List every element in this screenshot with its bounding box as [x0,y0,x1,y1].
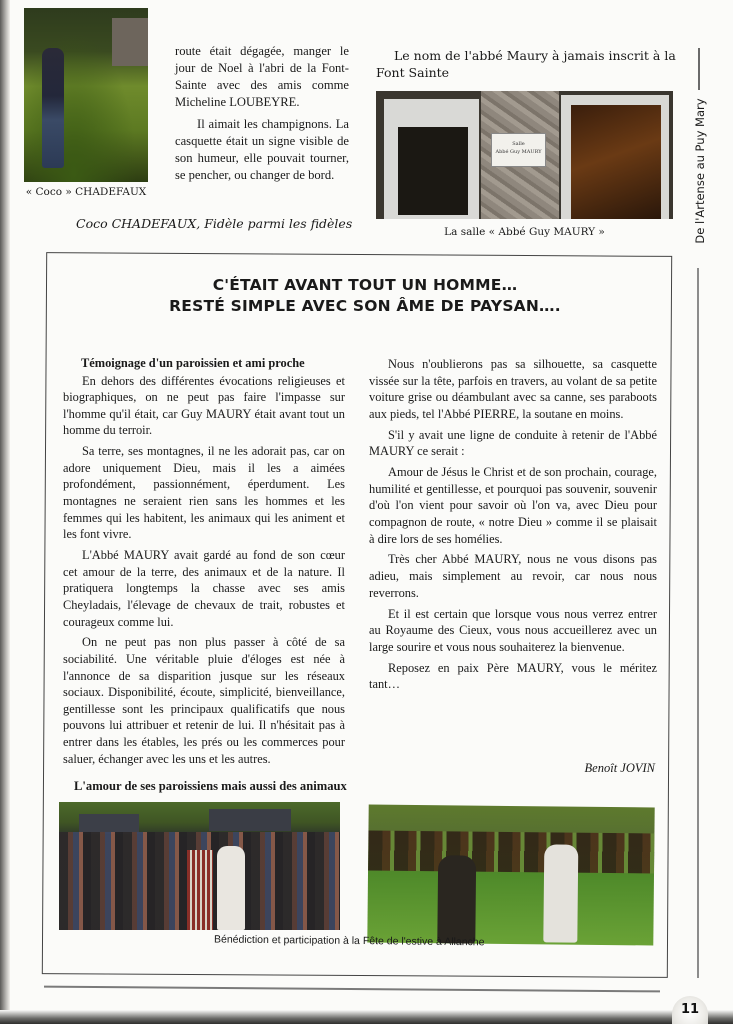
photo-coco-chadefaux [24,8,148,182]
photo-cattle [368,831,654,874]
paragraph: Sa terre, ses montagnes, il ne les adorait pas, car on adore uniquement Dieu, mais il les a aimées profondément, passionnément, éperdument. Les montagnes ne seraient rien sans les hommes et les femmes qui les habitent, les animaux qui les animent et les font vivre. [63,444,345,542]
side-rule-top [698,48,700,90]
article-column-left [63,355,345,771]
paragraph: On ne peut pas non plus passer à côté de sa sociabilité. Une véritable pluie d'éloges est née à l'annonce de sa disparition jusque sur les réseaux sociaux. Disponibilité, écoute, simplicité, bienveillance, gentillesse sont les principaux qualificatifs que nous pouvons lui attribuer et retenir de lui. Il n'hésitait pas à entrer dans les étables, les prés ou les commerces pour saluer, échanger avec les uns et les autres. [63,635,345,766]
signature-coco: Coco CHADEFAUX, Fidèle parmi les fidèles [76,216,353,231]
paragraph: Très cher Abbé MAURY, nous ne vous disons pas adieu, mais simplement au revoir, car nous nous reverrons. [369,552,657,600]
photo-door-left [384,99,479,219]
photo-roof [79,814,139,834]
section-heading-animals: L'amour de ses paroissiens mais aussi des animaux [74,779,347,793]
photo-man [437,855,476,943]
page-number: 11 [680,1002,700,1017]
photo-man-plaid-shirt [187,850,213,930]
paragraph: Et il est certain que lorsque vous nous verrez entrer au Royaume des Cieux, vous nous accueillerez avec un large sourire et vous nous souhaiterez la bienvenue. [369,606,657,654]
page-edge-bottom [0,1010,733,1024]
article-subheading: Témoignage d'un paroissien et ami proche [81,356,305,370]
paragraph: Il aimait les champignons. La casquette était un signe visible de son humeur, elle pouvait tourner, se pencher, ou changer de bord. [175,117,349,182]
photo-person-shape [42,48,64,168]
paragraph: Nous n'oublierons pas sa silhouette, sa casquette vissée sur la tête, parfois en travers, au volant de sa petite voiture grise ou déambulant avec sa canne, ses paraboots aux pieds, tel l'Abbé PIERRE, la soutane en moins. [369,357,657,421]
photos-caption: Bénédiction et participation à la Fête de l'estive à Allanche [213,933,485,949]
photo-caption-coco: « Coco » CHADEFAUX [25,186,147,198]
paragraph: Amour de Jésus le Christ et de son prochain, courage, humilité et gentillesse, et pourquoi pas souvenir, souvenir d'où l'on vient pour savoir où l'on va, avec Dieu pour compagnon de route, « notre Dieu » comme il se plaisait à dire lors de ses homélies. [369,465,657,546]
paragraph: route était dégagée, manger le jour de Noel à l'abri de la Font-Sainte avec des amis comme Micheline LOUBEYRE. [175,44,349,109]
photo-field-cattle-blessing [367,805,654,946]
title-line: C'ÉTAIT AVANT TOUT UN HOMME… [212,276,518,294]
photo-roof [209,809,291,831]
photo-priest [543,844,578,942]
photo-crowd-blessing [59,802,340,930]
paragraph: En dehors des différentes évocations religieuses et biographiques, on ne peut pas faire l'impasse sur l'homme qu'il était, car Guy MAURY était avant tout un homme du terroir. [63,373,345,438]
photo-door-right [561,95,669,219]
title-line: RESTÉ SIMPLE AVEC SON ÂME DE PAYSAN…. [169,297,561,315]
paragraph: S'il y avait une ligne de conduite à retenir de l'Abbé MAURY ce serait : [369,427,657,459]
article-title [60,275,670,317]
intro-font-sainte: Le nom de l'abbé Maury à jamais inscrit à la Font Sainte [376,48,676,80]
paragraph: Reposez en paix Père MAURY, vous le méritez tant… [369,660,657,692]
paragraph: L'Abbé MAURY avait gardé au fond de son cœur cet amour de la terre, des animaux et de la nature. Il pratiquera longtemps la chasse avec ses amis Cheyladais, l'élevage de chevaux de trait, robustes et courageux comme lui. [63,548,345,629]
top-left-text [175,43,349,189]
photo-church-shape [112,18,148,66]
page-edge-shadow [0,0,10,1024]
footer-rule [44,986,660,993]
signature-jovin: Benoît JOVIN [584,761,655,775]
plaque-line: Abbé Guy MAURY [495,149,542,155]
photo-plaque [491,133,546,167]
plaque-line: Salle [512,141,525,147]
side-rule-bottom [697,268,699,978]
photo-salle-abbe-guy-maury [376,91,673,219]
running-title: De l'Artense au Puy Mary [693,98,707,244]
photo-caption-salle: La salle « Abbé Guy MAURY » [444,226,605,238]
article-column-right [369,356,657,697]
photo-priest [217,846,245,930]
